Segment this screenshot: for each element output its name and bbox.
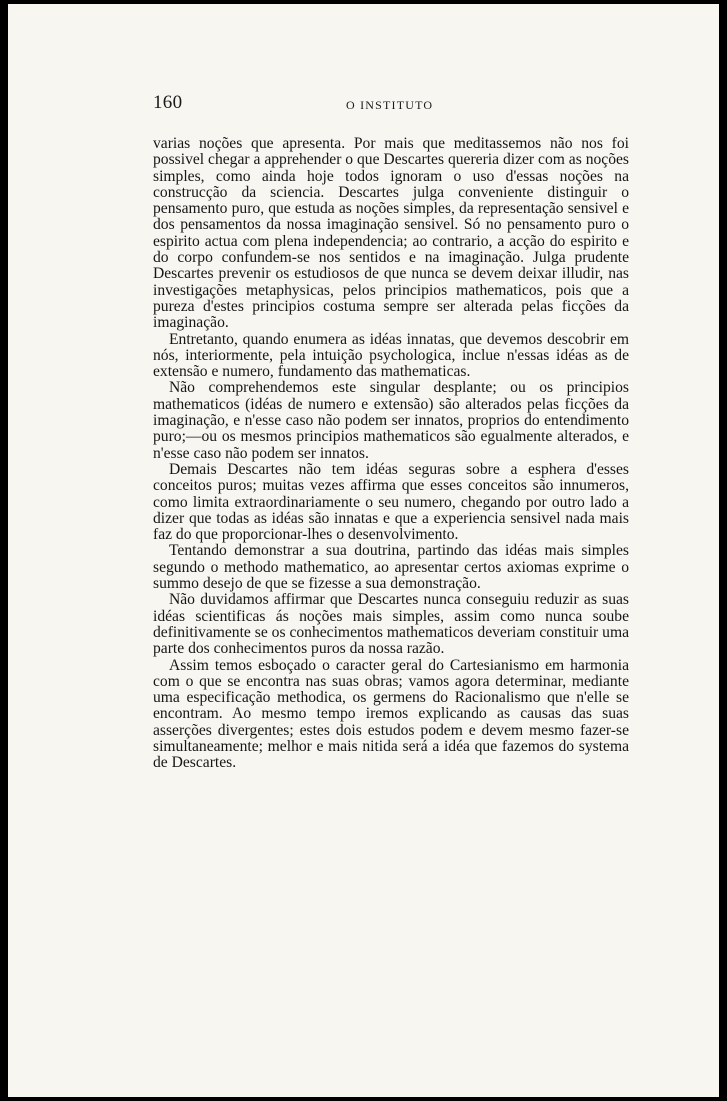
body-text	[153, 136, 629, 772]
paragraph-7: Assim temos esboçado o caracter geral do Cartesianismo em harmonia com o que se encontra nas suas obras; vamos agora determinar, mediante uma especificação methodica, os germens do Racionalismo que n'elle se encontram. Ao mesmo tempo iremos explicando as causas das suas asserções divergentes; estes dois estudos podem e devem mesmo fazer-se simultaneamente; melhor e mais nitida será a idéa que fazemos do systema de Descartes.	[153, 656, 629, 772]
running-head	[153, 92, 629, 116]
paragraph-3: Não comprehendemos este singular desplante; ou os principios mathematicos (idéas de numero e extensão) são alterados pelas ficções da imaginação, e n'esse caso não podem ser innatos, proprios do entendimento puro;—ou os mesmos principios mathematicos são egualmente alterados, e n'esse caso não podem ser innatos.	[153, 379, 629, 462]
page-number: 160	[153, 92, 183, 113]
journal-title: O INSTITUTO	[346, 98, 434, 112]
paragraph-5: Tentando demonstrar a sua doutrina, partindo das idéas mais simples segundo o methodo mathematico, ao apresentar certos axiomas exprime o summo desejo de que se fizesse a sua demonstração.	[153, 542, 629, 593]
paragraph-1: varias noções que apresenta. Por mais que meditassemos não nos foi possivel chegar a apprehender o que Descartes quereria dizer com as noções simples, como ainda hoje todos ignoram o uso d'essas noções na construcção da sciencia. Descartes julga conveniente distinguir o pensamento puro, que estuda as noções simples, da representação sensivel e dos pensamentos da nossa imaginação sensivel. Só no pensamento puro o espirito actua com plena independencia; ao contrario, a acção do espirito e do corpo confundem-se nos sentidos e na imaginação. Julga prudente Descartes prevenir os estudiosos de que nunca se devem deixar illudir, nas investigações metaphysicas, pelos principios mathematicos, pois que a pureza d'estes principios costuma sempre ser alterada pelas ficções da imaginação.	[153, 135, 629, 332]
paragraph-4: Demais Descartes não tem idéas seguras sobre a esphera d'esses conceitos puros; muitas vezes affirma que esses conceitos são innumeros, como limita extraordinariamente o seu numero, chegando por outro lado a dizer que todas as idéas são innatas e que a experiencia sensivel nada mais faz do que proporcionar-lhes o desenvolvimento.	[153, 460, 629, 544]
paragraph-2: Entretanto, quando enumera as idéas innatas, que devemos descobrir em nós, interiormente, pela intuição psychologica, inclue n'essas idéas as de extensão e numero, fundamento das mathematicas.	[153, 330, 629, 381]
paragraph-6: Não duvidamos affirmar que Descartes nunca conseguiu reduzir as suas idéas scientificas ás noções mais simples, assim como nunca soube definitivamente se os conhecimentos mathematicos deveriam constituir uma parte dos conhecimentos puros da nossa razão.	[153, 591, 629, 658]
scanned-page	[8, 4, 719, 1097]
